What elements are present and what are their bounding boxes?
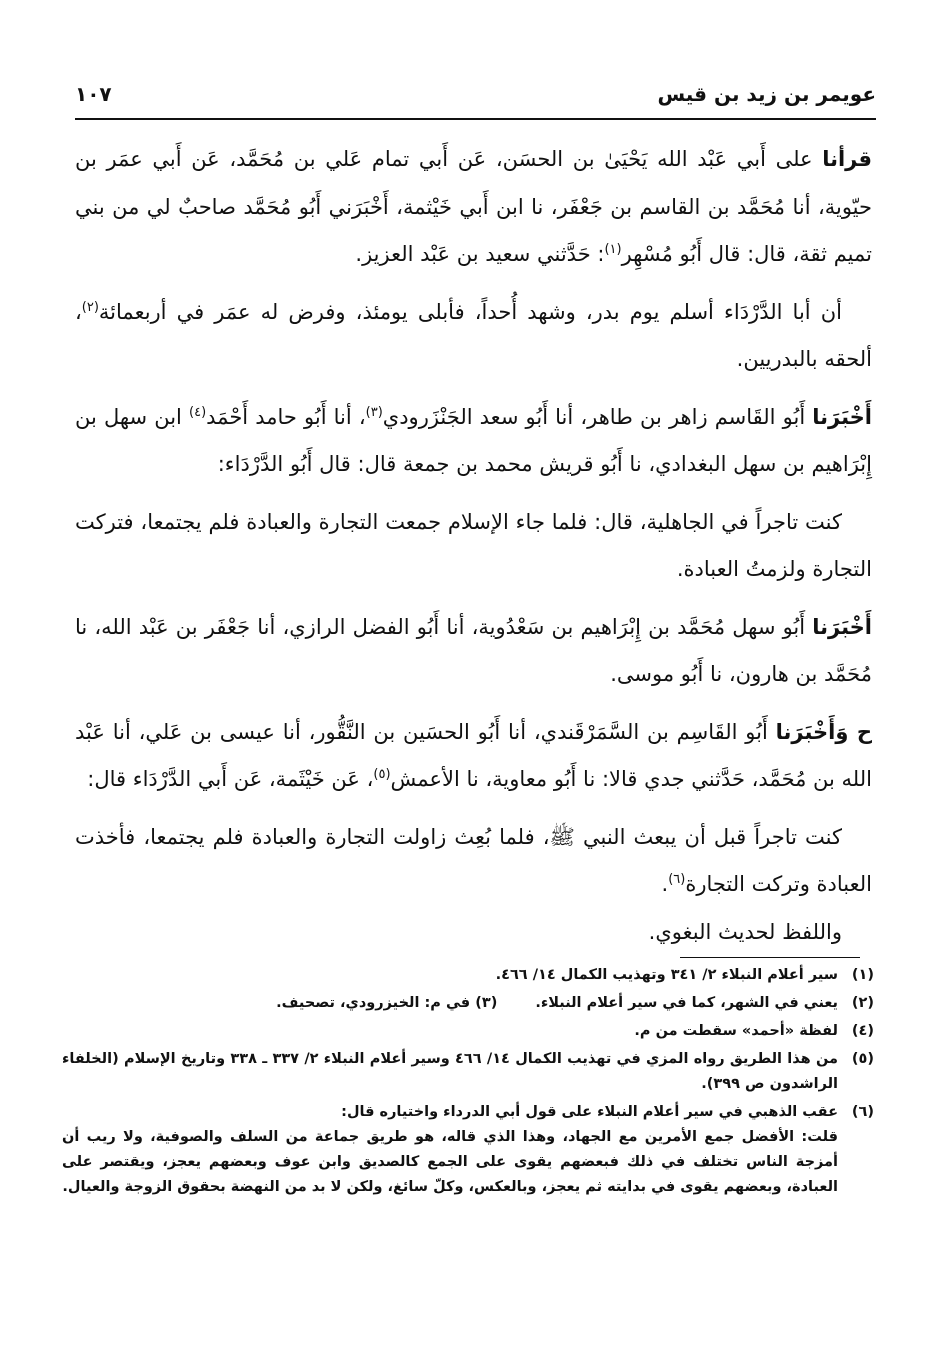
footnote: [62, 1019, 874, 1044]
paragraph-text: ، ألحقه بالبدريين.: [75, 299, 872, 371]
paragraph-text: كنت تاجراً في الجاهلية، قال: فلما جاء الإسلام جمعت التجارة والعبادة فلم يجتمعا، فتركت التجارة ولزمتُ العبادة.: [75, 509, 872, 581]
footnote-ref: (٤): [189, 404, 207, 420]
paragraph-isnad-4: [75, 709, 872, 804]
footnote: [62, 1047, 874, 1097]
paragraph-lead: أَخْبَرَنا: [812, 614, 872, 639]
footnote-body: [62, 1100, 838, 1200]
footnote: [62, 963, 874, 988]
footnote-ref: (٦): [668, 872, 686, 887]
paragraph-text: أَبُو سهل مُحَمَّد بن إِبْرَاهيم بن سَعْدُوية، أنا أَبُو الفضل الرازي، أنا جَعْفَر بن عَبْد الله، نا مُحَمَّد بن هارون، نا أَبُو موسى.: [75, 614, 872, 686]
paragraph-text: كنت تاجراً قبل أن يبعث النبي ﷺ، فلما بُعِث زاولت التجارة والعبادة فلم يجتمعا، فأخذت العبادة وتركت التجارة: [75, 824, 872, 896]
paragraph-text: أن أبا الدَّرْدَاء أسلم يوم بدر، وشهد أُحداً، فأبلى يومئذ، وفرض له عمَر في أربعمائة: [98, 299, 842, 324]
footnote-ref: (٢): [81, 299, 99, 315]
paragraph-isnad-1: [75, 136, 872, 279]
paragraph-text: أَبُو القَاسِم بن السَّمَرْقَندي، أنا أَبُو الحسَين بن النَّقُّور، أنا عيسى بن عَلي، أنا عَبْد الله بن مُحَمَّد، حَدَّثني جدي قالا: نا أَبُو معاوية، نا الأعمش: [75, 719, 872, 791]
paragraph-matn-1: [75, 289, 872, 384]
footnote: [62, 1100, 874, 1200]
paragraph-text: .: [661, 872, 669, 896]
paragraph-isnad-2: [75, 394, 872, 489]
footnote-number: (٢): [851, 995, 874, 1011]
paragraph-text: ، عَن خَيْثَمة، عَن أَبي الدَّرْدَاء قال:: [87, 767, 374, 791]
footnote-text: يعني في الشهر، كما في سير أعلام النبلاء.: [535, 995, 838, 1011]
page-number: ١٠٧: [75, 82, 112, 106]
footnote-separator: [680, 957, 860, 958]
footnote: [62, 991, 874, 1016]
paragraph-matn-2: [75, 499, 872, 594]
paragraph-lead: أَخْبَرَنا: [812, 404, 873, 429]
paragraph-text: ابن سهل بن إِبْرَاهيم بن سهل البغدادي، نا أَبُو قريش محمد بن جمعة قال: قال أَبُو الدَّرْدَاء:: [75, 404, 872, 476]
footnote-ref: (١): [604, 242, 622, 257]
footnote-ref: (٣): [365, 404, 383, 420]
paragraph-text: واللفظ لحديث البغوي.: [648, 919, 842, 944]
main-text: [75, 136, 872, 956]
paragraph-isnad-3: [75, 604, 872, 699]
page-header: [75, 76, 876, 120]
footnote-text-pair: [62, 991, 838, 1016]
footnote-number: (٦): [851, 1104, 874, 1120]
paragraph-text: أَبُو القَاسم زاهر بن طاهر، أنا أَبُو سعد الجَنْزَرودي: [382, 404, 813, 429]
footnote-text: سير أعلام النبلاء ٢/ ٣٤١ وتهذيب الكمال ١٤/ ٤٦٦.: [495, 967, 838, 983]
paragraph-matn-3: [75, 814, 872, 909]
paragraph-text: : حَدَّثني سعيد بن عَبْد العزيز.: [355, 242, 605, 266]
footnote-number: (٥): [851, 1051, 874, 1067]
footnote-ref: (٥): [373, 767, 391, 782]
footnote-number: (٤): [851, 1023, 874, 1039]
footnote-continuation: قلت: الأفضل جمع الأمرين مع الجهاد، وهذا الذي قاله، هو طريق جماعة من السلف والصوفية، ولا ريب أن أمزجة الناس تختلف في ذلك فبعضهم يقوى على الجمع كالصديق وابن عوف وبعضهم يعجز، ويقتصر على العبادة، وبعضهم يقوى في بدايته ثم يعجز، وبالعكس، وكلّ سائغ، ولكن لا بد من النهضة بحقوق الزوجة والعيال.: [62, 1129, 838, 1195]
paragraph-text: ، أنا أَبُو حامد أَحْمَد: [206, 404, 366, 429]
footnotes: [62, 963, 874, 1203]
paragraph-closing: [75, 909, 872, 957]
paragraph-lead: قرأنا: [822, 147, 872, 171]
footnote-number: (١): [851, 967, 874, 983]
running-title: عويمر بن زيد بن قيس: [657, 82, 876, 106]
paragraph-lead: ح وَأَخْبَرَنا: [775, 719, 872, 744]
footnote-text: عقب الذهبي في سير أعلام النبلاء على قول أبي الدرداء واختياره قال:: [341, 1104, 838, 1120]
footnote-text: من هذا الطريق رواه المزي في تهذيب الكمال ١٤/ ٤٦٦ وسير أعلام النبلاء ٢/ ٣٣٧ ـ ٣٣٨ وتاريخ الإسلام (الخلفاء الراشدون ص ٣٩٩).: [62, 1051, 838, 1092]
paragraph-text: على أَبي عَبْد الله يَحْيَىٰ بن الحسَن، عَن أَبي تمام عَلي بن مُحَمَّد، عَن أَبي عمَر بن حيّوية، أنا مُحَمَّد بن القاسم بن جَعْفَر، نا ابن أَبي خَيْثمة، أَخْبَرَني أَبُو مُحَمَّد صاحبٌ لي من بني تميم ثقة، قال: قال أَبُو مُسْهِر: [75, 147, 872, 266]
footnote-text: لفظة «أحمد» سقطت من م.: [634, 1023, 838, 1039]
footnote-text: في م: الخيزرودي، تصحيف.: [276, 995, 471, 1011]
footnote-number: (٣): [475, 995, 498, 1011]
